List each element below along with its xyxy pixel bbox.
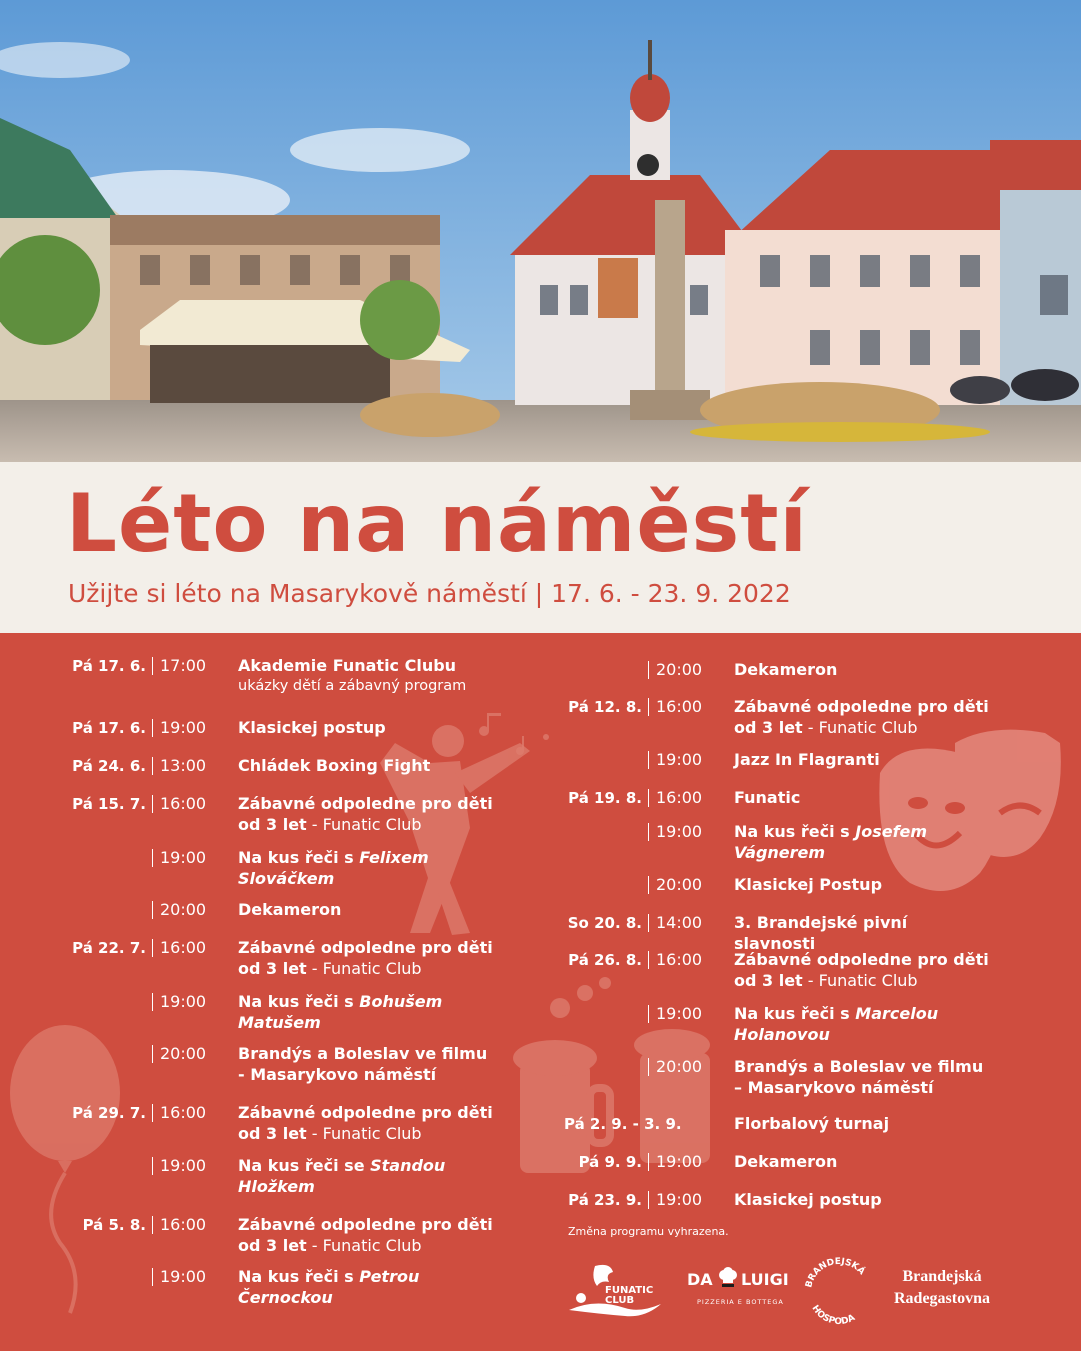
entry-divider	[648, 823, 649, 841]
entry-time: 16:00	[160, 794, 207, 813]
entry-title	[734, 949, 994, 991]
entry-divider	[648, 1153, 649, 1171]
entry-date: Pá 17. 6.	[72, 719, 146, 737]
entry-title	[734, 1003, 994, 1045]
entry-title	[734, 1113, 994, 1134]
entry-divider	[152, 657, 153, 675]
entry-title	[734, 874, 994, 895]
svg-text:HOSPODA	[810, 1304, 857, 1327]
entry-title	[734, 821, 994, 863]
da-luigi-da: DA	[687, 1270, 713, 1289]
entry-title	[238, 1102, 498, 1144]
entry-title	[734, 787, 994, 808]
entry-date: Pá 26. 8.	[568, 951, 642, 969]
entry-guest-name: Josefem Vágnerem	[734, 822, 928, 862]
entry-title	[238, 655, 498, 676]
entry-title-text: Zábavné odpoledne pro děti od 3 let	[238, 794, 493, 834]
entry-date: Pá 22. 7.	[72, 939, 146, 957]
entry-title-text: Dekameron	[238, 900, 342, 919]
entry-date: Pá 17. 6.	[72, 657, 146, 675]
entry-title	[734, 659, 994, 680]
entry-time: 16:00	[160, 1103, 207, 1122]
entry-title	[238, 1043, 498, 1085]
entry-time: 16:00	[160, 938, 207, 957]
entry-date: Pá 12. 8.	[568, 698, 642, 716]
entry-date: Pá 23. 9.	[568, 1191, 642, 1209]
da-luigi-sub: PIZZERIA E BOTTEGA	[697, 1298, 784, 1306]
entry-divider	[152, 849, 153, 867]
entry-title	[238, 1266, 498, 1308]
entry-title-text: Na kus řeči s	[238, 848, 360, 867]
entry-time: 20:00	[160, 900, 207, 919]
entry-title-text: Zábavné odpoledne pro děti od 3 let	[238, 938, 493, 978]
entry-time: 19:00	[656, 1004, 703, 1023]
entry-title	[238, 1155, 498, 1197]
hospoda-bottom-text: HOSPODA	[809, 1303, 857, 1328]
entry-title	[238, 847, 498, 889]
entry-title-text: Zábavné odpoledne pro děti od 3 let	[734, 697, 989, 737]
entry-title-text: Na kus řeči s	[734, 1004, 856, 1023]
entry-title-text: Akademie Funatic Clubu	[238, 656, 457, 675]
svg-text:BRANDEJSKÁ	[804, 1257, 868, 1289]
entry-divider	[648, 1005, 649, 1023]
entry-title-text: Dekameron	[734, 1152, 838, 1171]
entry-time: 16:00	[656, 950, 703, 969]
entry-title-text: Na kus řeči se	[238, 1156, 371, 1175]
brandejska-hospoda-logo	[801, 1254, 877, 1330]
page-title: Léto na náměstí	[66, 477, 808, 570]
entry-title	[734, 749, 994, 770]
entry-time: 16:00	[656, 697, 703, 716]
entry-title-text: Chládek Boxing Fight	[238, 756, 431, 775]
entry-divider	[648, 951, 649, 969]
entry-organizer: - Funatic Club	[802, 718, 918, 737]
entry-title	[238, 937, 498, 979]
entry-divider	[648, 698, 649, 716]
entry-title	[238, 1214, 498, 1256]
entry-title-text: Funatic	[734, 788, 801, 807]
entry-title-text: 3. Brandejské pivní slavnosti	[734, 913, 908, 953]
entry-divider	[152, 1045, 153, 1063]
entry-organizer: - Funatic Club	[306, 815, 422, 834]
entry-organizer: - Funatic Club	[306, 1124, 422, 1143]
entry-time: 16:00	[160, 1215, 207, 1234]
entry-time: 20:00	[656, 875, 703, 894]
entry-time: 19:00	[656, 750, 703, 769]
entry-date: Pá 2. 9. - 3. 9.	[564, 1115, 682, 1133]
entry-divider	[648, 789, 649, 807]
entry-divider	[152, 901, 153, 919]
entry-divider	[152, 939, 153, 957]
entry-title	[238, 899, 498, 920]
program-section	[0, 633, 1081, 1351]
entry-title	[734, 1056, 994, 1098]
entry-title-text: Na kus řeči s	[734, 822, 856, 841]
entry-title-text: Zábavné odpoledne pro děti od 3 let	[734, 950, 989, 990]
entry-time: 19:00	[160, 848, 207, 867]
entry-title-text: Klasickej postup	[734, 1190, 882, 1209]
entry-time: 14:00	[656, 913, 703, 932]
entry-date: So 20. 8.	[567, 914, 642, 932]
hospoda-top-text: BRANDEJSKÁ	[804, 1256, 867, 1289]
entry-guest-name: Bohušem Matušem	[238, 992, 443, 1032]
entry-divider	[152, 1104, 153, 1122]
entry-time: 17:00	[160, 656, 207, 675]
entry-divider	[648, 751, 649, 769]
entry-divider	[648, 876, 649, 894]
entry-guest-name: Petrou Černockou	[238, 1267, 420, 1307]
chef-hat-icon	[717, 1266, 739, 1288]
entry-description: ukázky dětí a zábavný program	[238, 678, 467, 694]
entry-divider	[152, 757, 153, 775]
entry-divider	[648, 661, 649, 679]
entry-title-text: Brandýs a Boleslav ve filmu - Masarykovo náměstí	[238, 1044, 488, 1084]
entry-divider	[648, 914, 649, 932]
entry-title-text: Jazz In Flagranti	[734, 750, 880, 769]
entry-guest-name: Felixem Slováčkem	[238, 848, 429, 888]
funatic-club-logo	[565, 1258, 665, 1324]
entry-title	[734, 1189, 994, 1210]
entry-date: Pá 24. 6.	[72, 757, 146, 775]
entry-title-text: Florbalový turnaj	[734, 1114, 890, 1133]
sponsor-logos	[565, 1258, 1045, 1328]
page-subtitle: Užijte si léto na Masarykově náměstí | 17. 6. - 23. 9. 2022	[68, 579, 791, 608]
balloon-icon	[10, 1025, 120, 1313]
entry-date: Pá 19. 8.	[568, 789, 642, 807]
entry-divider	[152, 795, 153, 813]
da-luigi-logo	[683, 1264, 793, 1320]
program-note: Změna programu vyhrazena.	[568, 1225, 729, 1238]
entry-date: Pá 9. 9.	[578, 1153, 642, 1171]
entry-date: Pá 5. 8.	[82, 1216, 146, 1234]
entry-time: 19:00	[160, 1156, 207, 1175]
entry-title	[238, 755, 498, 776]
entry-title	[238, 793, 498, 835]
entry-time: 19:00	[160, 1267, 207, 1286]
entry-divider	[152, 1268, 153, 1286]
entry-time: 16:00	[656, 788, 703, 807]
entry-title-text: Na kus řeči s	[238, 1267, 360, 1286]
entry-divider	[152, 1216, 153, 1234]
entry-title-text: Zábavné odpoledne pro děti od 3 let	[238, 1215, 493, 1255]
entry-time: 20:00	[656, 1057, 703, 1076]
entry-time: 19:00	[656, 1152, 703, 1171]
entry-divider	[648, 1191, 649, 1209]
entry-date: Pá 29. 7.	[72, 1104, 146, 1122]
entry-title	[734, 1151, 994, 1172]
da-luigi-name: LUIGI	[741, 1270, 789, 1289]
entry-title-text: Brandýs a Boleslav ve filmu – Masarykovo náměstí	[734, 1057, 984, 1097]
entry-time: 19:00	[160, 718, 207, 737]
entry-time: 19:00	[656, 822, 703, 841]
entry-divider	[648, 1058, 649, 1076]
entry-divider	[152, 1157, 153, 1175]
entry-organizer: - Funatic Club	[306, 1236, 422, 1255]
entry-time: 19:00	[656, 1190, 703, 1209]
funatic-club-text: FUNATIC CLUB	[605, 1285, 654, 1306]
entry-guest-name: Standou Hložkem	[238, 1156, 446, 1196]
entry-title-text: Dekameron	[734, 660, 838, 679]
hero-photo	[0, 0, 1081, 462]
entry-title-text: Zábavné odpoledne pro děti od 3 let	[238, 1103, 493, 1143]
entry-date: Pá 15. 7.	[72, 795, 146, 813]
entry-title-text: Na kus řeči s	[238, 992, 360, 1011]
entry-organizer: - Funatic Club	[306, 959, 422, 978]
entry-divider	[152, 719, 153, 737]
entry-organizer: - Funatic Club	[802, 971, 918, 990]
entry-title	[238, 991, 498, 1033]
entry-title-text: Klasickej postup	[238, 718, 386, 737]
entry-time: 19:00	[160, 992, 207, 1011]
entry-title-text: Klasickej Postup	[734, 875, 883, 894]
entry-title	[734, 912, 994, 954]
entry-time: 20:00	[160, 1044, 207, 1063]
entry-guest-name: Marcelou Holanovou	[734, 1004, 939, 1044]
entry-time: 13:00	[160, 756, 207, 775]
entry-time: 20:00	[656, 660, 703, 679]
entry-divider	[152, 993, 153, 1011]
entry-title	[734, 696, 994, 738]
entry-title	[238, 717, 498, 738]
radegastovna-logo: Brandejská Radegastovna	[893, 1268, 990, 1307]
